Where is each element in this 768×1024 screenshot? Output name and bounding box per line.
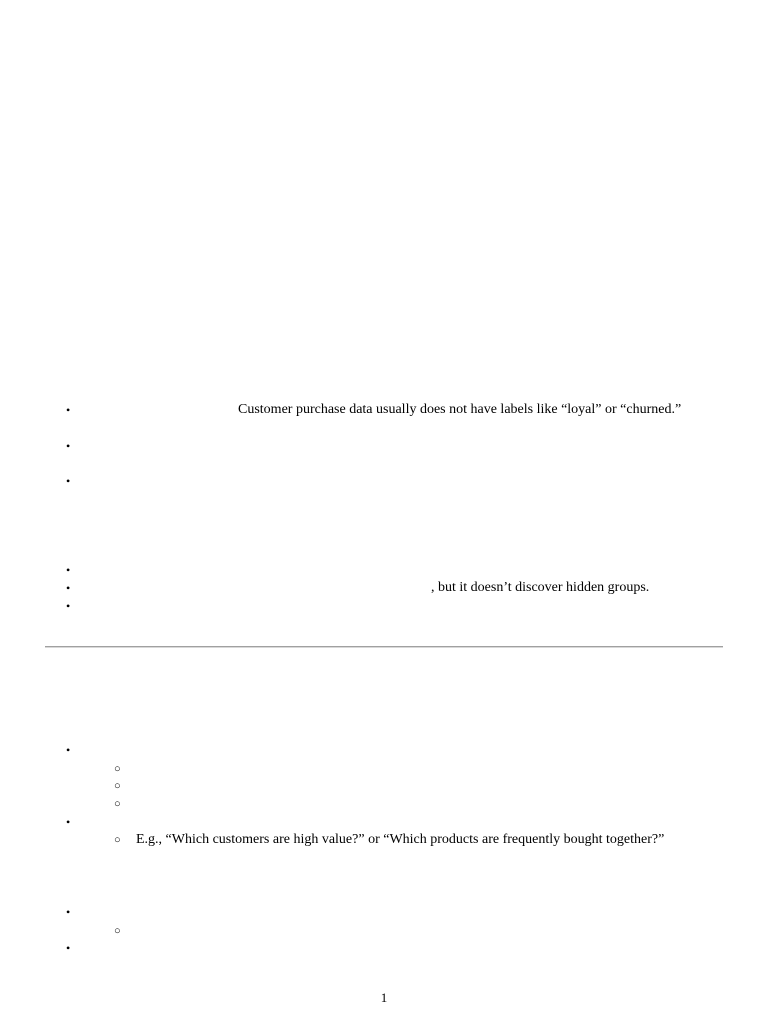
bullet-marker: • <box>66 905 71 919</box>
bullet-marker: • <box>66 599 71 613</box>
sub-bullet-marker: ○ <box>114 925 121 937</box>
bullet-marker: • <box>66 563 71 577</box>
bullet-marker: • <box>66 403 71 417</box>
list-item-text: , but it doesn’t discover hidden groups. <box>431 580 650 595</box>
sub-list-item-text: E.g., “Which customers are high value?” or “Which products are frequently bought together?” <box>136 832 665 847</box>
list-item-text: Customer purchase data usually does not have labels like “loyal” or “churned.” <box>238 402 682 417</box>
bullet-marker: • <box>66 743 71 757</box>
bullet-marker: • <box>66 815 71 829</box>
bullet-marker: • <box>66 941 71 955</box>
sub-bullet-marker: ○ <box>114 834 121 846</box>
horizontal-divider <box>45 646 723 648</box>
bullet-marker: • <box>66 474 71 488</box>
bullet-marker: • <box>66 439 71 453</box>
page-number: 1 <box>380 990 388 1005</box>
sub-bullet-marker: ○ <box>114 763 121 775</box>
sub-bullet-marker: ○ <box>114 798 121 810</box>
sub-bullet-marker: ○ <box>114 780 121 792</box>
bullet-marker: • <box>66 581 71 595</box>
